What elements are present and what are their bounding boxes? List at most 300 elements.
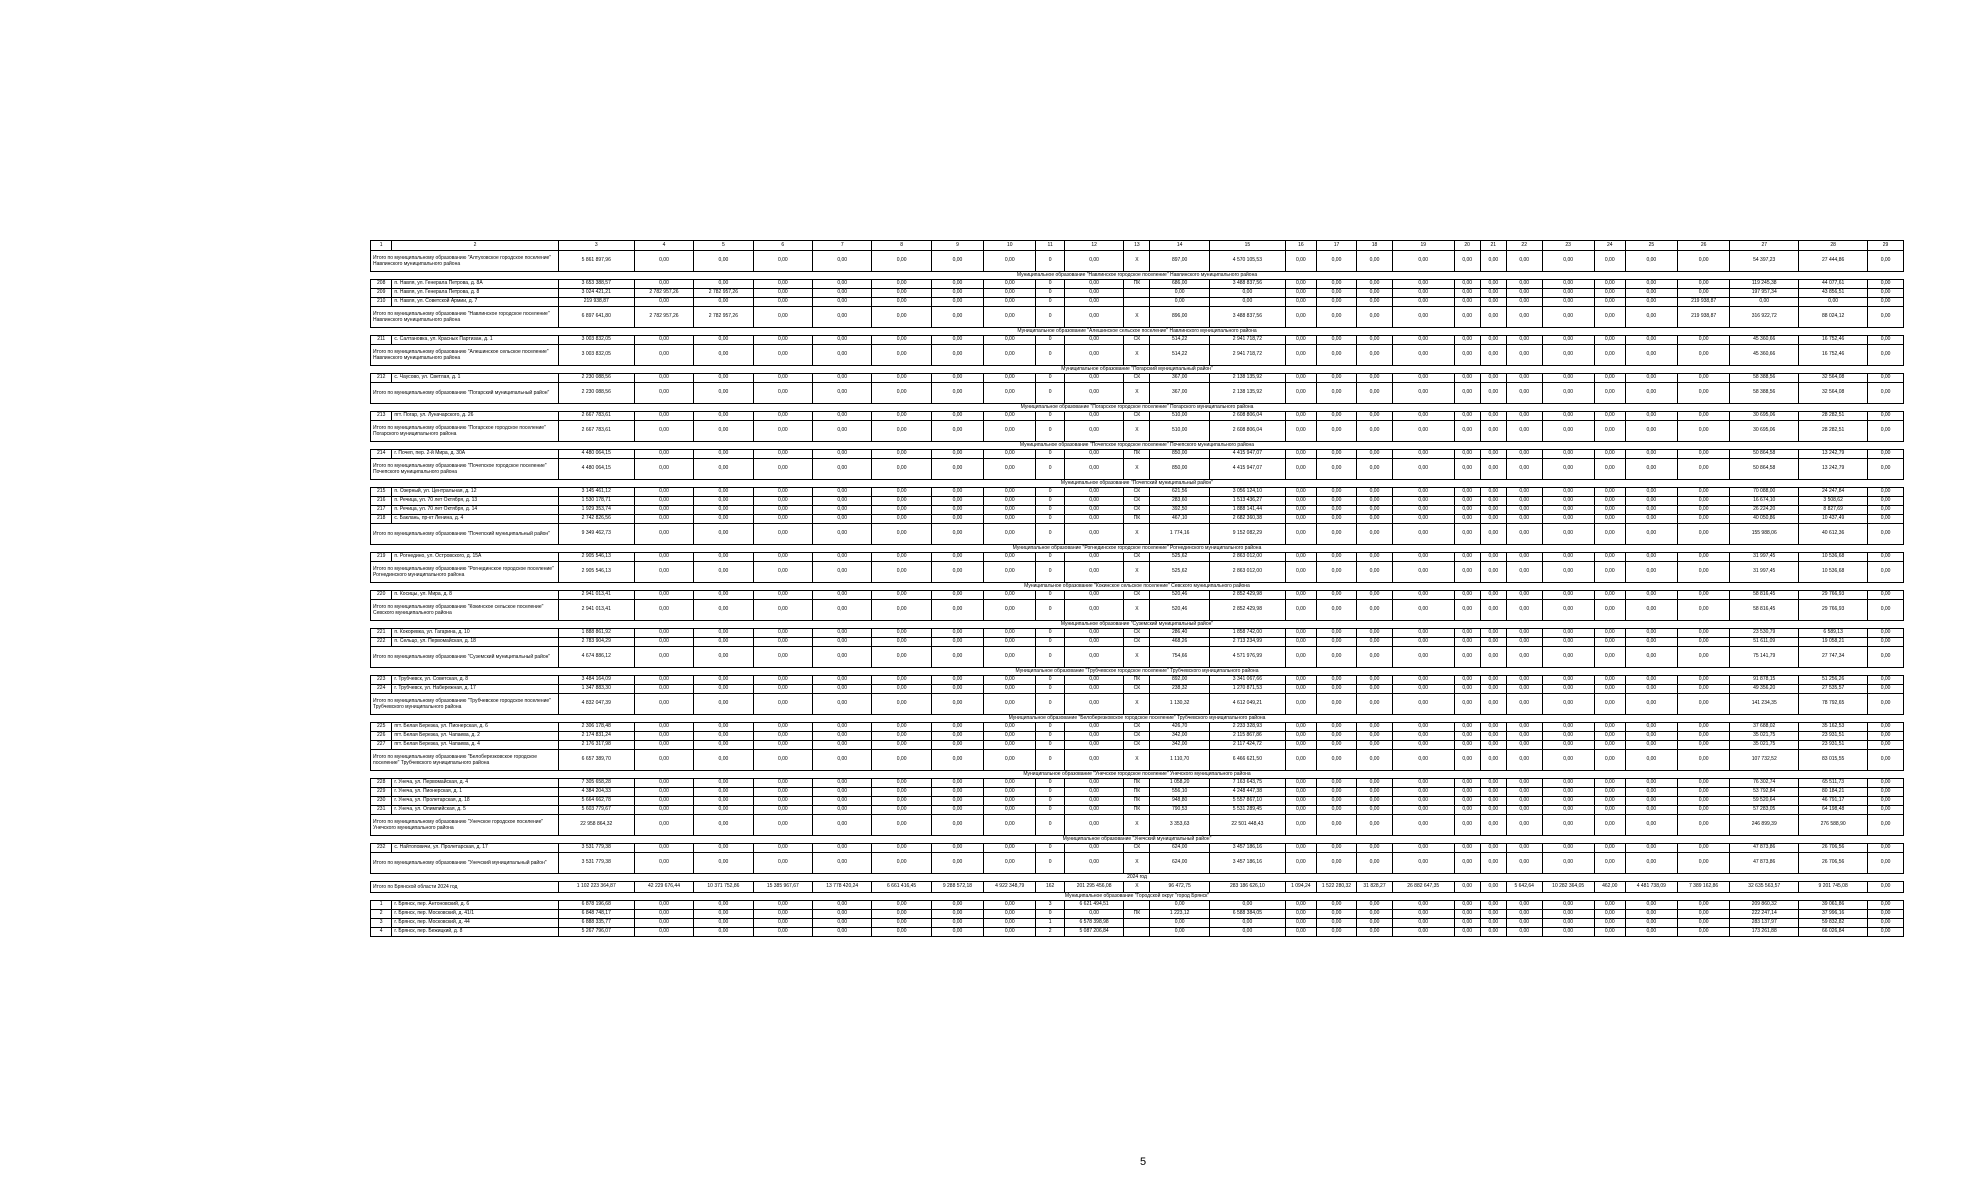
- value-cell: 0,00: [1285, 488, 1316, 497]
- value-cell: 0,00: [1064, 488, 1123, 497]
- column-number-cell: 16: [1285, 241, 1316, 251]
- value-cell: 0,00: [1064, 732, 1123, 741]
- value-cell: 0,00: [1285, 459, 1316, 480]
- value-cell: 197 957,34: [1730, 289, 1799, 298]
- value-cell: 59 520,64: [1730, 797, 1799, 806]
- value-cell: 3: [1036, 901, 1065, 910]
- value-cell: 0,00: [694, 919, 753, 928]
- value-cell: 42 229 676,44: [634, 882, 693, 893]
- value-cell: 9 288 572,18: [931, 882, 983, 893]
- value-cell: 0,00: [1392, 853, 1454, 874]
- value-cell: 0,00: [1625, 815, 1677, 836]
- table-row: [371, 844, 1904, 853]
- value-cell: 4 415 947,07: [1209, 459, 1285, 480]
- value-cell: 556,10: [1150, 788, 1209, 797]
- value-cell: 0,00: [1677, 450, 1729, 459]
- value-cell: 0,00: [872, 591, 931, 600]
- value-cell: 0,00: [1677, 412, 1729, 421]
- value-cell: 850,00: [1150, 459, 1209, 480]
- value-cell: 1 888 141,44: [1209, 506, 1285, 515]
- value-cell: 0,00: [1392, 910, 1454, 919]
- address-cell: п. Навля, ул. Генерала Петрова, д. 8А: [392, 280, 558, 289]
- value-cell: 0,00: [813, 694, 872, 715]
- address-cell: г. Унеча, ул. Пролетарская, д. 18: [392, 797, 558, 806]
- table-row: [371, 591, 1904, 600]
- value-cell: 2 863 012,00: [1209, 553, 1285, 562]
- subtotal-label: Итого по муниципальному образованию "Навлинское городское поселение" Навлинского муниципального района: [371, 307, 559, 328]
- subtotal-row: [371, 345, 1904, 366]
- value-cell: 0,00: [872, 676, 931, 685]
- value-cell: 0,00: [1285, 336, 1316, 345]
- row-number-cell: 211: [371, 336, 392, 345]
- value-cell: 0,00: [634, 524, 693, 545]
- value-cell: 0,00: [1480, 298, 1506, 307]
- value-cell: 0,00: [1316, 750, 1356, 771]
- value-cell: 0,00: [931, 280, 983, 289]
- value-cell: 0,00: [753, 732, 812, 741]
- value-cell: 0,00: [872, 553, 931, 562]
- value-cell: 0,00: [984, 928, 1036, 937]
- value-cell: 0,00: [634, 591, 693, 600]
- value-cell: 0,00: [1316, 797, 1356, 806]
- value-cell: 0,00: [1392, 289, 1454, 298]
- subtotal-row: [371, 251, 1904, 272]
- value-cell: 0,00: [634, 515, 693, 524]
- value-cell: 0,00: [1454, 421, 1480, 442]
- column-number-cell: 26: [1677, 241, 1729, 251]
- value-cell: 107 732,52: [1730, 750, 1799, 771]
- value-cell: 850,00: [1150, 450, 1209, 459]
- value-cell: 0: [1036, 591, 1065, 600]
- value-cell: СК: [1124, 506, 1150, 515]
- value-cell: 0,00: [753, 553, 812, 562]
- value-cell: 0,00: [1392, 901, 1454, 910]
- value-cell: 35 021,75: [1730, 741, 1799, 750]
- value-cell: 83 015,55: [1799, 750, 1868, 771]
- subtotal-label: Итого по муниципальному образованию "Почепское городское поселение" Почепского муниципального района: [371, 459, 559, 480]
- value-cell: 0,00: [872, 844, 931, 853]
- value-cell: 0,00: [1480, 910, 1506, 919]
- value-cell: 0,00: [694, 562, 753, 583]
- value-cell: 0,00: [1392, 788, 1454, 797]
- column-number-cell: 23: [1542, 241, 1594, 251]
- value-cell: 0,00: [813, 562, 872, 583]
- value-cell: 0,00: [1677, 676, 1729, 685]
- value-cell: 0,00: [984, 336, 1036, 345]
- value-cell: 0,00: [1625, 797, 1677, 806]
- value-cell: 0,00: [694, 600, 753, 621]
- value-cell: 0,00: [813, 779, 872, 788]
- value-cell: 0,00: [1064, 553, 1123, 562]
- value-cell: 0,00: [1316, 412, 1356, 421]
- value-cell: 0,00: [1625, 779, 1677, 788]
- value-cell: 0,00: [694, 685, 753, 694]
- table-row: [371, 298, 1904, 307]
- address-cell: п. Сельцо, ул. Первомайская, д. 18: [392, 638, 558, 647]
- address-cell: пгт. Белая Березка, ул. Чапаева, д. 4: [392, 741, 558, 750]
- value-cell: 0,00: [1677, 806, 1729, 815]
- value-cell: 754,66: [1150, 647, 1209, 668]
- value-cell: 0,00: [1285, 383, 1316, 404]
- subtotal-label: Итого по муниципальному образованию "Погарский муниципальный район": [371, 383, 559, 404]
- value-cell: 0,00: [872, 374, 931, 383]
- value-cell: 0,00: [1285, 553, 1316, 562]
- value-cell: 0,00: [931, 647, 983, 668]
- value-cell: 0,00: [1625, 251, 1677, 272]
- value-cell: 0,00: [694, 910, 753, 919]
- value-cell: 0,00: [1454, 750, 1480, 771]
- capital-repair-table: [370, 240, 1904, 937]
- value-cell: 0,00: [1868, 629, 1904, 638]
- value-cell: 3 457 186,16: [1209, 853, 1285, 874]
- value-cell: 2 608 806,04: [1209, 412, 1285, 421]
- section-heading-row: [371, 668, 1904, 676]
- value-cell: 0,00: [931, 797, 983, 806]
- value-cell: 13 242,79: [1799, 459, 1868, 480]
- value-cell: X: [1124, 459, 1150, 480]
- section-heading: Муниципальное образование "Унечское городское поселение" Унечского муниципального района: [371, 771, 1904, 779]
- value-cell: 0,00: [1454, 251, 1480, 272]
- value-cell: 23 931,51: [1799, 741, 1868, 750]
- value-cell: 0,00: [984, 806, 1036, 815]
- value-cell: 0,00: [1625, 591, 1677, 600]
- value-cell: 0,00: [813, 497, 872, 506]
- value-cell: 276 588,90: [1799, 815, 1868, 836]
- value-cell: 0,00: [931, 600, 983, 621]
- value-cell: 0,00: [1392, 345, 1454, 366]
- value-cell: 0,00: [1625, 307, 1677, 328]
- value-cell: 0,00: [1285, 732, 1316, 741]
- value-cell: 0,00: [872, 788, 931, 797]
- page-number: 5: [1140, 1156, 1147, 1168]
- value-cell: 0,00: [872, 506, 931, 515]
- value-cell: 27 535,57: [1799, 685, 1868, 694]
- value-cell: 0,00: [1316, 251, 1356, 272]
- column-number-cell: 1: [371, 241, 392, 251]
- value-cell: 0,00: [1150, 289, 1209, 298]
- value-cell: 0: [1036, 553, 1065, 562]
- value-cell: 897,00: [1150, 251, 1209, 272]
- value-cell: 0,00: [1357, 562, 1393, 583]
- value-cell: 0,00: [984, 750, 1036, 771]
- value-cell: 0,00: [1506, 638, 1542, 647]
- value-cell: 0,00: [1454, 600, 1480, 621]
- value-cell: 0,00: [1316, 694, 1356, 715]
- value-cell: 80 184,21: [1799, 788, 1868, 797]
- value-cell: 0,00: [1625, 562, 1677, 583]
- value-cell: 2 138 135,92: [1209, 383, 1285, 404]
- value-cell: 0,00: [872, 806, 931, 815]
- value-cell: 0,00: [1542, 553, 1594, 562]
- value-cell: 31 828,27: [1357, 882, 1393, 893]
- value-cell: 40 612,36: [1799, 524, 1868, 545]
- value-cell: 222 247,14: [1730, 910, 1799, 919]
- value-cell: 8 827,69: [1799, 506, 1868, 515]
- value-cell: 0,00: [984, 488, 1036, 497]
- value-cell: 0,00: [872, 515, 931, 524]
- value-cell: 0,00: [1357, 844, 1393, 853]
- value-cell: 13 778 420,24: [813, 882, 872, 893]
- table-row: [371, 638, 1904, 647]
- value-cell: 6 621 494,51: [1064, 901, 1123, 910]
- value-cell: 0,00: [1285, 647, 1316, 668]
- value-cell: 58 388,56: [1730, 374, 1799, 383]
- value-cell: 0,00: [1454, 450, 1480, 459]
- value-cell: 514,22: [1150, 345, 1209, 366]
- section-heading-row: [371, 272, 1904, 280]
- value-cell: 238,32: [1150, 685, 1209, 694]
- value-cell: 0,00: [813, 647, 872, 668]
- value-cell: 0,00: [1064, 459, 1123, 480]
- value-cell: 0: [1036, 251, 1065, 272]
- value-cell: 0,00: [1064, 629, 1123, 638]
- value-cell: 0,00: [813, 345, 872, 366]
- value-cell: 0,00: [1392, 797, 1454, 806]
- value-cell: 5 642,64: [1506, 882, 1542, 893]
- value-cell: 0,00: [753, 374, 812, 383]
- value-cell: 0,00: [1677, 928, 1729, 937]
- value-cell: 51 256,26: [1799, 676, 1868, 685]
- value-cell: 76 302,74: [1730, 779, 1799, 788]
- value-cell: 0,00: [1868, 336, 1904, 345]
- value-cell: 91 878,15: [1730, 676, 1799, 685]
- row-number-cell: 227: [371, 741, 392, 750]
- value-cell: 2 174 831,24: [558, 732, 634, 741]
- value-cell: 0,00: [1392, 515, 1454, 524]
- table-row: [371, 910, 1904, 919]
- value-cell: 0,00: [1542, 383, 1594, 404]
- value-cell: 283 186 626,10: [1209, 882, 1285, 893]
- table-row: [371, 336, 1904, 345]
- value-cell: 510,00: [1150, 412, 1209, 421]
- value-cell: 0,00: [1357, 524, 1393, 545]
- value-cell: 9 349 462,73: [558, 524, 634, 545]
- value-cell: 0,00: [1542, 853, 1594, 874]
- value-cell: 5 557 867,10: [1209, 797, 1285, 806]
- value-cell: 0,00: [872, 647, 931, 668]
- value-cell: 0,00: [1480, 732, 1506, 741]
- value-cell: 2 782 957,26: [694, 289, 753, 298]
- value-cell: 0,00: [1506, 383, 1542, 404]
- value-cell: 0,00: [1285, 298, 1316, 307]
- value-cell: 0,00: [1392, 497, 1454, 506]
- value-cell: 0,00: [872, 815, 931, 836]
- value-cell: 0,00: [1480, 779, 1506, 788]
- value-cell: 0,00: [1357, 506, 1393, 515]
- subtotal-row: [371, 815, 1904, 836]
- value-cell: 0,00: [1542, 694, 1594, 715]
- value-cell: 0,00: [1316, 741, 1356, 750]
- value-cell: 0,00: [872, 524, 931, 545]
- value-cell: 0,00: [1480, 629, 1506, 638]
- column-number-cell: 11: [1036, 241, 1065, 251]
- address-cell: г. Унеча, ул. Олимпийская, д. 5: [392, 806, 558, 815]
- value-cell: 0,00: [1677, 647, 1729, 668]
- address-cell: п. Озерный, ул. Центральная, д. 12: [392, 488, 558, 497]
- value-cell: 1 347 883,30: [558, 685, 634, 694]
- section-heading-row: [371, 771, 1904, 779]
- value-cell: 0,00: [1316, 815, 1356, 836]
- value-cell: 0,00: [1285, 676, 1316, 685]
- value-cell: 0,00: [1799, 298, 1868, 307]
- value-cell: 0,00: [1316, 450, 1356, 459]
- value-cell: 0,00: [1150, 928, 1209, 937]
- value-cell: 0,00: [1594, 788, 1625, 797]
- value-cell: 0,00: [872, 488, 931, 497]
- value-cell: 0,00: [1625, 280, 1677, 289]
- value-cell: X: [1124, 600, 1150, 621]
- value-cell: 0,00: [931, 638, 983, 647]
- value-cell: 0,00: [1454, 788, 1480, 797]
- value-cell: 0,00: [1285, 412, 1316, 421]
- subtotal-label: Итого по муниципальному образованию "Алешинское сельское поселение" Навлинского муниципального района: [371, 345, 559, 366]
- value-cell: 0,00: [753, 694, 812, 715]
- value-cell: 0,00: [1480, 591, 1506, 600]
- value-cell: 0,00: [1594, 647, 1625, 668]
- value-cell: 0,00: [1594, 928, 1625, 937]
- value-cell: 0,00: [1064, 741, 1123, 750]
- section-heading: Муниципальное образование "Почепское городское поселение" Почепского муниципального района: [371, 442, 1904, 450]
- value-cell: 0,00: [1868, 638, 1904, 647]
- row-number-cell: 229: [371, 788, 392, 797]
- value-cell: 54 397,23: [1730, 251, 1799, 272]
- value-cell: 0,00: [1625, 928, 1677, 937]
- value-cell: 0,00: [1868, 524, 1904, 545]
- value-cell: 0,00: [984, 412, 1036, 421]
- value-cell: 2 176 317,98: [558, 741, 634, 750]
- value-cell: 0,00: [1625, 910, 1677, 919]
- value-cell: СК: [1124, 336, 1150, 345]
- value-cell: 0,00: [1594, 732, 1625, 741]
- value-cell: 0,00: [872, 919, 931, 928]
- column-number-cell: 7: [813, 241, 872, 251]
- subtotal-label: Итого по Брянской области 2024 год: [371, 882, 559, 893]
- value-cell: 0,00: [634, 450, 693, 459]
- value-cell: 0,00: [1316, 488, 1356, 497]
- value-cell: 0,00: [634, 497, 693, 506]
- column-number-cell: 17: [1316, 241, 1356, 251]
- value-cell: 0,00: [1677, 374, 1729, 383]
- value-cell: 0,00: [1868, 459, 1904, 480]
- value-cell: 3 003 832,05: [558, 345, 634, 366]
- value-cell: 0,00: [1454, 515, 1480, 524]
- value-cell: 0,00: [1594, 919, 1625, 928]
- section-heading-row: [371, 715, 1904, 723]
- value-cell: 0: [1036, 345, 1065, 366]
- value-cell: 0,00: [1625, 298, 1677, 307]
- value-cell: 0: [1036, 459, 1065, 480]
- subtotal-label: Итого по муниципальному образованию "Унечский муниципальный район": [371, 853, 559, 874]
- value-cell: 0,00: [1480, 450, 1506, 459]
- value-cell: 3 024 421,21: [558, 289, 634, 298]
- value-cell: 0,00: [1357, 741, 1393, 750]
- value-cell: 0,00: [1868, 806, 1904, 815]
- table-row: [371, 723, 1904, 732]
- value-cell: 0,00: [1594, 910, 1625, 919]
- value-cell: 3 488 837,56: [1209, 307, 1285, 328]
- value-cell: 0,00: [1285, 779, 1316, 788]
- value-cell: 0,00: [1316, 421, 1356, 442]
- value-cell: 316 922,72: [1730, 307, 1799, 328]
- value-cell: 0,00: [1625, 553, 1677, 562]
- value-cell: 0,00: [984, 562, 1036, 583]
- value-cell: X: [1124, 647, 1150, 668]
- value-cell: 0,00: [1064, 853, 1123, 874]
- value-cell: 0,00: [872, 600, 931, 621]
- value-cell: 0,00: [694, 553, 753, 562]
- value-cell: 0: [1036, 741, 1065, 750]
- value-cell: 0,00: [1625, 459, 1677, 480]
- value-cell: 2 117 424,72: [1209, 741, 1285, 750]
- value-cell: 0,00: [694, 806, 753, 815]
- value-cell: 70 088,00: [1730, 488, 1799, 497]
- value-cell: 0,00: [1625, 901, 1677, 910]
- value-cell: 0,00: [1677, 600, 1729, 621]
- value-cell: 0,00: [1316, 553, 1356, 562]
- value-cell: 28 282,51: [1799, 421, 1868, 442]
- value-cell: 0,00: [984, 788, 1036, 797]
- value-cell: 0,00: [872, 741, 931, 750]
- value-cell: 0: [1036, 732, 1065, 741]
- value-cell: X: [1124, 307, 1150, 328]
- value-cell: 0,00: [1542, 459, 1594, 480]
- value-cell: 0: [1036, 524, 1065, 545]
- address-cell: с. Баклань, пр-кт Ленина, д. 4: [392, 515, 558, 524]
- value-cell: 0,00: [1506, 336, 1542, 345]
- value-cell: 0,00: [931, 515, 983, 524]
- value-cell: 0,00: [1285, 741, 1316, 750]
- value-cell: 0,00: [1594, 750, 1625, 771]
- value-cell: 0,00: [1542, 298, 1594, 307]
- column-number-cell: 6: [753, 241, 812, 251]
- value-cell: 10 371 752,86: [694, 882, 753, 893]
- value-cell: 0,00: [1625, 345, 1677, 366]
- value-cell: 0,00: [1285, 797, 1316, 806]
- value-cell: 0,00: [1392, 638, 1454, 647]
- value-cell: 2 941 013,41: [558, 600, 634, 621]
- value-cell: 0,00: [813, 450, 872, 459]
- value-cell: 0,00: [634, 788, 693, 797]
- value-cell: 0,00: [813, 928, 872, 937]
- value-cell: 0,00: [1392, 694, 1454, 715]
- value-cell: 0,00: [1285, 280, 1316, 289]
- value-cell: 0,00: [1285, 450, 1316, 459]
- value-cell: 0,00: [694, 345, 753, 366]
- value-cell: 0,00: [872, 336, 931, 345]
- value-cell: 514,22: [1150, 336, 1209, 345]
- value-cell: 0,00: [634, 459, 693, 480]
- value-cell: X: [1124, 524, 1150, 545]
- value-cell: 0,00: [1316, 562, 1356, 583]
- value-cell: 2 138 135,92: [1209, 374, 1285, 383]
- value-cell: 2 941 718,72: [1209, 345, 1285, 366]
- value-cell: 0,00: [872, 910, 931, 919]
- value-cell: 0,00: [1480, 901, 1506, 910]
- value-cell: 31 997,45: [1730, 562, 1799, 583]
- value-cell: 0,00: [1594, 336, 1625, 345]
- value-cell: 0,00: [1480, 374, 1506, 383]
- value-cell: 0,00: [1316, 591, 1356, 600]
- value-cell: 0,00: [1480, 919, 1506, 928]
- value-cell: 0,00: [1285, 515, 1316, 524]
- value-cell: 0,00: [1064, 383, 1123, 404]
- value-cell: 0,00: [1480, 488, 1506, 497]
- row-number-cell: 4: [371, 928, 392, 937]
- value-cell: 0,00: [1506, 251, 1542, 272]
- value-cell: 0,00: [1868, 647, 1904, 668]
- column-number-cell: 22: [1506, 241, 1542, 251]
- value-cell: 0,00: [1392, 685, 1454, 694]
